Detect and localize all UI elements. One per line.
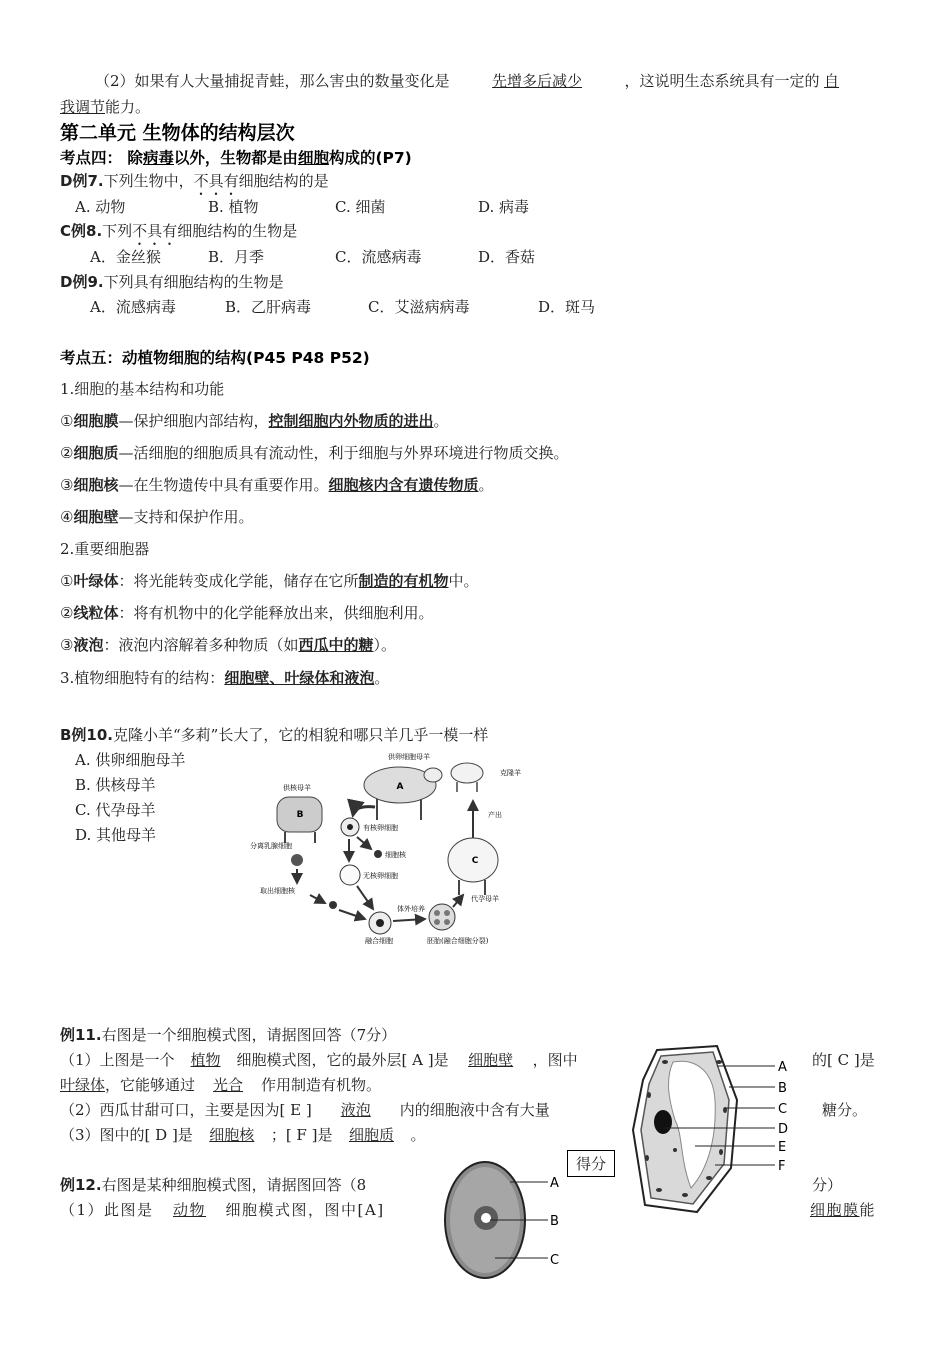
mammary-label: 分离乳腺细胞 [250,842,292,850]
ex12-stem-right: 分） [812,1176,843,1194]
kp4-title [60,146,412,168]
term: 细胞膜 [73,412,119,430]
chloroplast-dot [682,1193,688,1197]
egg-mother-label: 供卵细胞母羊 [388,753,430,761]
item-text: ，图中 [532,1051,578,1069]
kp5-item-cytoplasm [60,442,568,463]
flow-arrow [393,919,425,921]
term: 线粒体 [73,604,119,622]
ex7-option-b: B. 植物 [208,198,259,216]
item-number: ② [60,444,74,462]
sheep-b-label: B [296,810,304,820]
ex10-option-d: D. 其他母羊 [75,826,157,844]
item-end: 。 [410,1126,426,1144]
item-text: 细胞模式图，它的最外层[ A ]是 [236,1051,449,1069]
surrogate-label: 代孕母羊 [471,895,499,903]
embryo-cell-dot [444,910,450,916]
kp5-organelle-vacuole [60,634,396,655]
answer-blank: 细胞膜 [810,1201,860,1219]
item-text: 能 [859,1201,877,1219]
item-end: 中。 [448,572,479,590]
ex8-option-c: C．流感病毒 [335,248,422,266]
item-text: 3.植物细胞特有的结构： [60,669,225,687]
answer-blank: 光合 [213,1076,244,1094]
item-text: ：将有机物中的化学能释放出来，供细胞利用。 [118,604,434,622]
sheep-c-label: C [471,856,479,866]
nucleolus [481,1213,491,1223]
label-c: C [778,1102,788,1117]
kp5-organelle-chloroplast [60,570,479,591]
key-phrase: 西瓜中的糖 [298,636,374,654]
ex8-option-d: D．香菇 [478,248,536,266]
key-phrase: 制造的有机物 [358,572,449,590]
chloroplast-dot [673,1148,677,1152]
nucleus [654,1110,672,1134]
label-b: B [778,1081,787,1096]
item-text: （3）图中的[ D ]是 [60,1126,193,1144]
answer-blank: 动物 [173,1201,207,1219]
chloroplast-dot [706,1176,712,1180]
chloroplast-dot [647,1092,651,1098]
sheep-a-label: A [396,782,404,792]
ex8-prefix: C例8. [60,222,103,240]
ex9-stem-text: 下列具有细胞结构的生物是 [103,273,284,291]
ex7-option-c: C. 细菌 [335,198,386,216]
answer-blank: 我调节 [60,98,106,116]
item-number: ② [60,604,74,622]
kp5-section1: 1.细胞的基本结构和功能 [60,380,225,398]
sheep-b-icon [277,797,322,843]
nucleated-egg-label: 有核卵细胞 [363,824,398,832]
item-text: —活细胞的细胞质具有流动性，利于细胞与外界环境进行物质交换。 [118,444,569,462]
ex9-option-a: A．流感病毒 [90,298,176,316]
answer-blank: 自 [824,72,840,90]
item-text: （1）此图是 [60,1201,154,1219]
ex11-line3-right: 糖分。 [822,1101,868,1119]
key-phrase: 控制细胞内外物质的进出 [268,412,434,430]
kp5-item-membrane [60,410,449,431]
ex11-prefix: 例11. [60,1026,102,1044]
chloroplast-dot [719,1149,723,1155]
flow-arrow [357,886,373,909]
item-number: ① [60,572,74,590]
fused-label: 融合细胞 [365,937,393,945]
cloning-diagram [245,745,545,945]
term: 细胞壁 [73,508,119,526]
ex11-line1 [60,1049,578,1070]
embryo-cell-dot [434,910,440,916]
kp4-pre: 考点四： 除 [60,149,143,167]
ex8-stem [60,220,297,249]
flow-arrow [353,807,375,815]
clone-sheep-icon [451,763,483,792]
kp5-item-wall [60,506,253,527]
item-text: —在生物遗传中具有重要作用。 [118,476,329,494]
flow-arrow [357,837,371,849]
intro-post: 能力。 [105,98,151,116]
chloroplast-dot [645,1155,649,1161]
item-text: ：将光能转变成化学能，储存在它所 [118,572,359,590]
ex12-prefix: 例12. [60,1176,102,1194]
kp4-cell: 细胞 [297,149,329,167]
embryo-label: 胚胎(融合细胞分裂) [427,937,489,945]
ex9-prefix: D例9. [60,273,104,291]
ex12-line1 [60,1199,385,1220]
intro-post: ，这说明生态系统具有一定的 [624,72,820,90]
answer-blank: 先增多后减少 [492,72,583,90]
ex8-stem-pre: 下列 [102,222,133,240]
item-number: ③ [60,636,74,654]
term: 细胞质 [73,444,119,462]
embryo-cell-dot [444,919,450,925]
flow-arrow [453,895,463,907]
fused-nucleus-dot [376,919,384,927]
ex10-stem [60,724,488,745]
ex10-option-c: C. 代孕母羊 [75,801,156,819]
nucleus-icon [374,850,382,858]
item-end: 。 [433,412,449,430]
ex11-line4 [60,1124,425,1145]
ex9-option-c: C．艾滋病病毒 [368,298,470,316]
embryo-icon [429,904,455,930]
item-text: —支持和保护作用。 [118,508,254,526]
ex12-line1-right [810,1199,876,1220]
answer-blank: 细胞壁 [468,1051,514,1069]
ex10-prefix: B例10. [60,726,114,744]
culture-label: 体外培养 [397,905,425,913]
kp5-title: 考点五：动植物细胞的结构(P45 P48 P52) [60,349,370,367]
ex9-option-d: D．斑马 [538,298,596,316]
kp4-mid: 以外，生物都是由 [173,149,298,167]
enucleated-egg-icon [340,865,360,885]
label-a: A [778,1060,787,1075]
kp4-virus: 病毒 [142,149,174,167]
item-end: ）。 [373,636,397,654]
intro-pre: （2）如果有人大量捕捉青蛙，那么害虫的数量变化是 [95,72,450,90]
ex9-stem [60,271,284,292]
ex8-option-b: B．月季 [208,248,265,266]
item-text: 内的细胞液中含有大量 [399,1101,550,1119]
ex12-stem [60,1174,366,1195]
nucleus-mother-label: 供核母羊 [283,784,311,792]
term: 叶绿体 [73,572,119,590]
answer-blank: 细胞核 [209,1126,255,1144]
item-end: 。 [374,669,390,687]
nucleus-label: 细胞核 [385,851,406,859]
ex11-stem [60,1024,396,1045]
item-text: ，它能够通过 [105,1076,196,1094]
chloroplast-dot [656,1188,662,1192]
item-number: ③ [60,476,74,494]
ex12-stem-text: 右图是某种细胞模式图，请据图回答（8 [101,1176,367,1194]
unit-title: 第二单元 生物体的结构层次 [60,122,295,144]
kp4-post: 构成的(P7) [328,149,412,167]
clone-label: 克隆羊 [500,769,521,777]
sheep-a-icon [364,767,442,820]
key-phrase: 细胞核内含有遗传物质 [328,476,479,494]
label-e: E [778,1140,787,1155]
ex7-option-d: D. 病毒 [478,198,530,216]
item-text: （2）西瓜甘甜可口，主要是因为[ E ] [60,1101,312,1119]
item-text: （1）上图是一个 [60,1051,175,1069]
ex7-stem-post: 细胞结构的是 [238,172,329,190]
flow-arrow [339,910,365,919]
answer-blank: 植物 [190,1051,221,1069]
output-label: 产出 [488,811,502,819]
item-text: —保护细胞内部结构， [118,412,269,430]
sheep-c-icon [448,838,498,895]
answer-blank: 液泡 [340,1101,371,1119]
embryo-cell-dot [434,919,440,925]
ex7-option-a: A. 动物 [75,198,126,216]
chloroplast-dot [716,1060,722,1064]
ex10-option-b: B. 供核母羊 [75,776,156,794]
label-b: B [550,1214,559,1229]
kp5-section3 [60,667,389,688]
ex7-stem-pre: 下列生物中， [103,172,194,190]
label-a: A [550,1176,559,1191]
ex11-line2 [60,1074,381,1095]
ex10-option-a: A. 供卵细胞母羊 [75,751,186,769]
term: 细胞核 [73,476,119,494]
flow-arrow [310,895,325,903]
kp5-organelle-mitochondria [60,602,433,623]
label-c: C [550,1253,560,1268]
label-f: F [778,1159,786,1174]
mammary-cell-icon [291,854,303,866]
kp5-section2: 2.重要细胞器 [60,540,150,558]
answer-blank: 细胞质 [348,1126,394,1144]
intro-line1 [95,70,844,91]
ex8-option-a: A．金丝猴 [90,248,161,266]
ex8-stem-emphasis: 不具有 [132,222,178,240]
item-text: ：液泡内溶解着多种物质（如 [103,636,299,654]
ex11-line3 [60,1099,550,1120]
donor-nucleus-icon [329,901,337,909]
ex11-line1-right: 的[ C ]是 [812,1051,875,1069]
ex10-stem-text: 克隆小羊“多莉”长大了，它的相貌和哪只羊几乎一模一样 [113,726,489,744]
animal-cell-diagram [440,1160,580,1285]
score-box: 得分 [567,1150,615,1177]
intro-line2 [60,96,150,117]
enucleated-egg-label: 无核卵细胞 [363,872,398,880]
item-end: 。 [478,476,494,494]
kp5-item-nucleus [60,474,494,495]
ex7-stem [60,170,329,199]
label-d: D [778,1122,789,1137]
item-text: ；[ F ]是 [270,1126,333,1144]
ex11-stem-text: 右图是一个细胞模式图，请据图回答（7分） [101,1026,397,1044]
item-number: ④ [60,508,74,526]
ex9-option-b: B．乙肝病毒 [225,298,312,316]
key-phrase: 细胞壁、叶绿体和液泡 [224,669,375,687]
ex7-stem-emphasis: 不具有 [193,172,239,190]
item-text: 作用制造有机物。 [261,1076,382,1094]
ex8-stem-post: 细胞结构的生物是 [177,222,298,240]
term: 液泡 [73,636,104,654]
answer-blank: 叶绿体 [60,1076,106,1094]
chloroplast-dot [662,1060,668,1064]
item-text: 细胞模式图，图中[A] [225,1201,385,1219]
plant-cell-diagram [625,1040,800,1218]
ex7-prefix: D例7. [60,172,104,190]
take-nucleus-label: 取出细胞核 [260,887,295,895]
egg-nucleus-dot [347,824,353,830]
item-number: ① [60,412,74,430]
